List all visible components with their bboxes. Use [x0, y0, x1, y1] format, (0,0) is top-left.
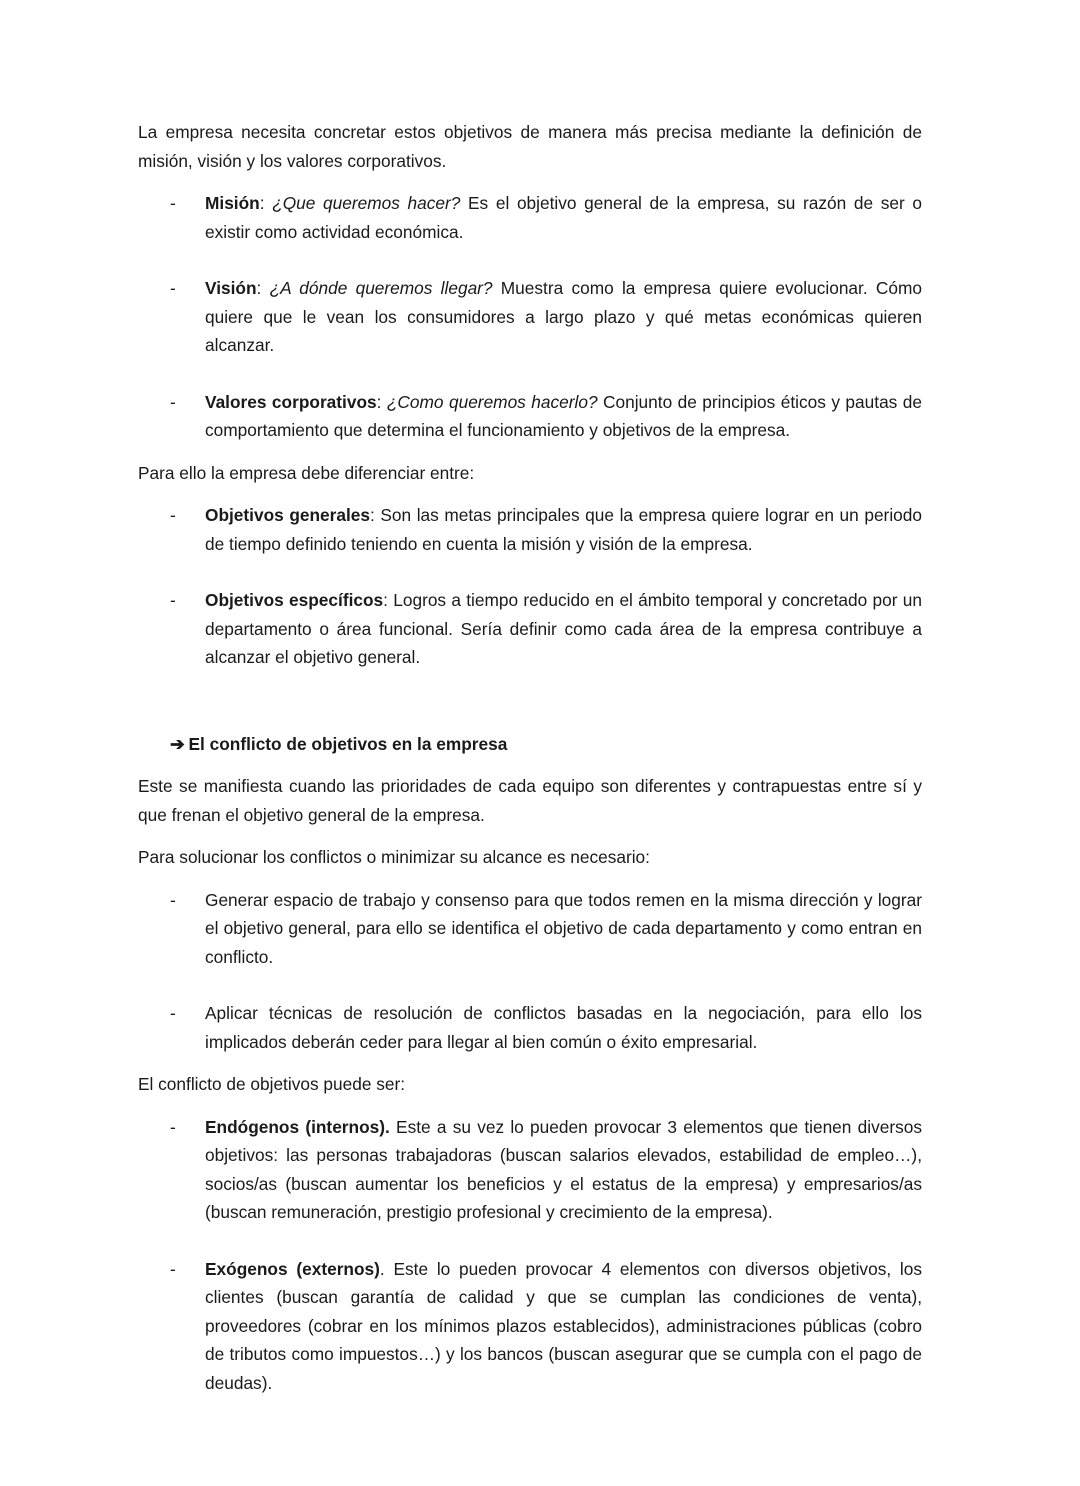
conflict-paragraph: Este se manifiesta cuando las prioridades de cada equipo son diferentes y contrapuestas entre sí y que frenan el objetivo general de la empresa. — [138, 776, 922, 825]
intro-paragraph: La empresa necesita concretar estos objetivos de manera más precisa mediante la definición de misión, visión y los valores corporativos. — [138, 122, 922, 171]
dash-bullet: - — [170, 278, 176, 298]
term: Exógenos (externos) — [205, 1258, 380, 1279]
dash-bullet: - — [170, 1258, 176, 1279]
term: Endógenos (internos). — [205, 1116, 390, 1137]
differentiate-paragraph: Para ello la empresa debe diferenciar entre: — [138, 462, 475, 483]
dash-bullet: - — [170, 590, 176, 610]
types-paragraph: El conflicto de objetivos puede ser: — [138, 1074, 406, 1094]
list-item-solution: - Generar espacio de trabajo y consenso para que todos remen en la misma dirección y lograr el objetivo general, para ello se identifica el objetivo de cada departamento y como entran en conflicto. — [138, 886, 922, 972]
list-item-objetivos-especificos: - Objetivos específicos: Logros a tiempo reducido en el ámbito temporal y concretado por un departamento o área funcional. Sería definir como cada área de la empresa contribuye a alcanzar el objetivo general. — [138, 586, 922, 672]
list-item-valores: - Valores corporativos: ¿Como queremos hacerlo? Conjunto de principios éticos y pautas de comportamiento que determina el funcionamiento y objetivos de la empresa. — [138, 388, 922, 445]
list-item-objetivos-generales: - Objetivos generales: Son las metas principales que la empresa quiere lograr en un periodo de tiempo definido teniendo en cuenta la misión y visión de la empresa. — [138, 501, 922, 558]
question: ¿A dónde queremos llegar? — [269, 278, 493, 298]
dash-bullet: - — [170, 505, 176, 525]
term: Objetivos específicos — [205, 590, 384, 610]
list-item-solution: - Aplicar técnicas de resolución de conflictos basadas en la negociación, para ello los implicados deberán ceder para llegar al bien común o éxito empresarial. — [138, 999, 922, 1056]
question: ¿Como queremos hacerlo? — [386, 391, 598, 412]
list-item-exogenos: - Exógenos (externos). Este lo pueden provocar 4 elementos con diversos objetivos, los clientes (buscan garantía de calidad y que se cumplan las condiciones de venta), proveedores (cobrar en los mínimos plazos establecidos), administraciones públicas (cobro de tributos como impuestos…) y los bancos (buscan asegurar que se cumpla con el pago de deudas). — [138, 1255, 922, 1398]
list-item-vision: - Visión: ¿A dónde queremos llegar? Muestra como la empresa quiere evolucionar. Cómo quiere que le vean los consumidores a largo plazo y qué metas económicas quieren alcanzar. — [138, 274, 922, 360]
term: Objetivos generales — [205, 505, 371, 525]
term: Misión — [205, 193, 260, 213]
section-title: El conflicto de objetivos en la empresa — [188, 733, 508, 754]
definitions-list — [138, 189, 922, 445]
dash-bullet: - — [170, 1003, 176, 1023]
list-item-mision: - Misión: ¿Que queremos hacer? Es el objetivo general de la empresa, su razón de ser o existir como actividad económica. — [138, 189, 922, 246]
solve-paragraph: Para solucionar los conflictos o minimizar su alcance es necesario: — [138, 847, 650, 867]
dash-bullet: - — [170, 889, 176, 910]
term: Visión — [205, 278, 257, 298]
dash-bullet: - — [170, 1116, 176, 1137]
dash-bullet: - — [170, 391, 176, 412]
solutions-list — [138, 886, 922, 1057]
question: ¿Que queremos hacer? — [272, 193, 461, 213]
section-heading — [170, 686, 922, 759]
document-page — [138, 118, 922, 1411]
types-list — [138, 1113, 922, 1398]
term: Valores corporativos — [205, 391, 377, 412]
dash-bullet: - — [170, 193, 176, 213]
arrow-right-icon: ➔ — [170, 733, 185, 754]
objectives-list — [138, 501, 922, 672]
list-item-endogenos: - Endógenos (internos). Este a su vez lo pueden provocar 3 elementos que tienen diversos objetivos: las personas trabajadoras (buscan salarios elevados, estabilidad de empleo…), socios/as (buscan aumentar los beneficios y el estatus de la empresa) y empresarios/as (buscan remuneración, prestigio profesional y crecimiento de la empresa). — [138, 1113, 922, 1227]
